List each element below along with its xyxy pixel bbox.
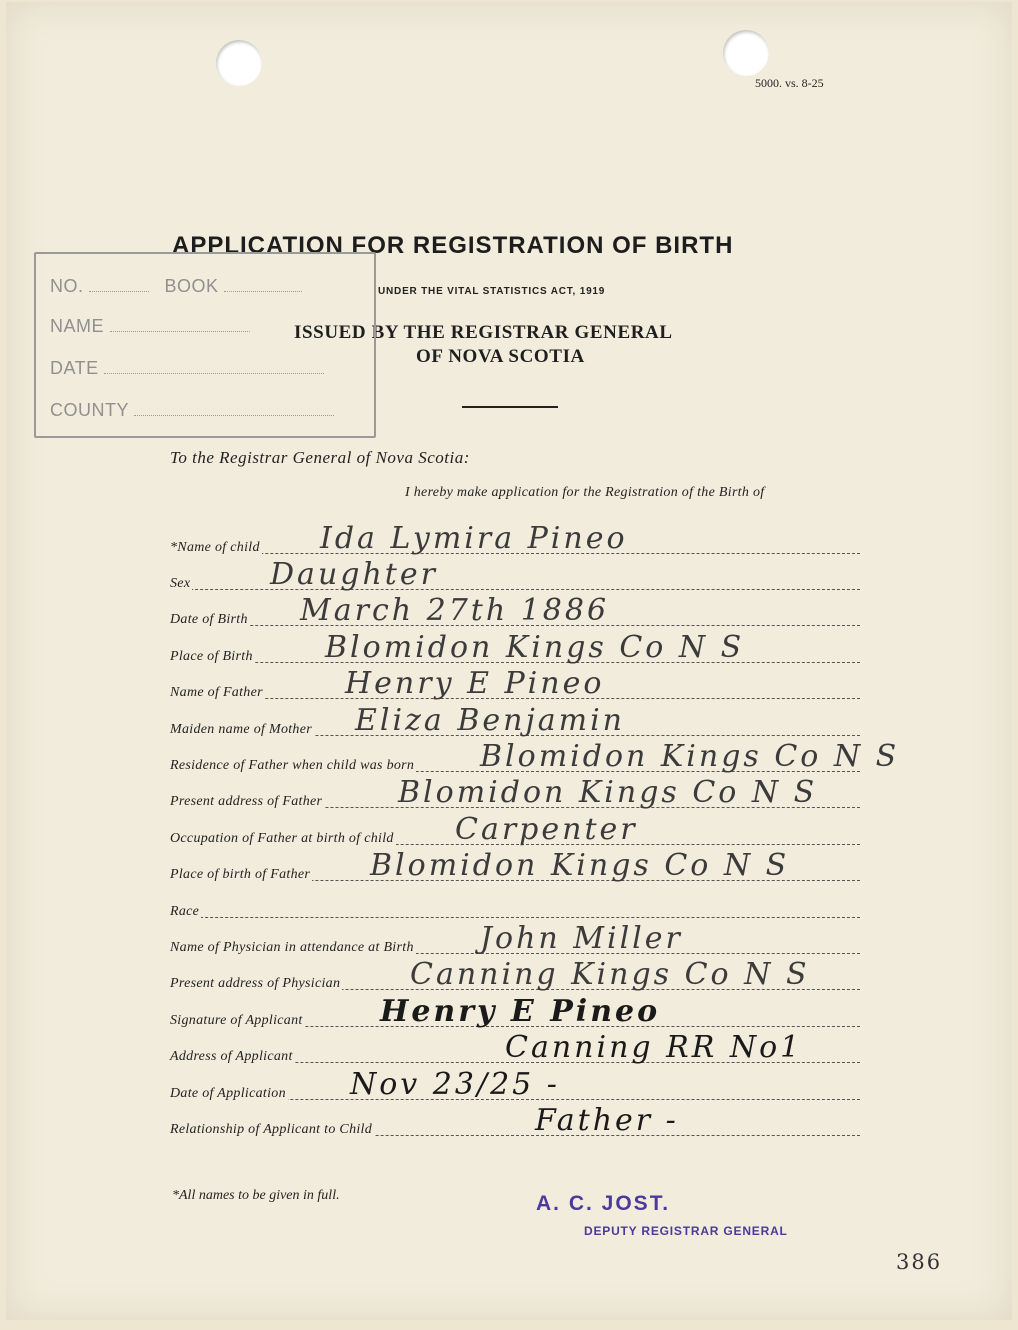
title-rule (462, 406, 558, 408)
field-occupation-of-father (170, 812, 860, 849)
field-value: Father - (535, 1103, 679, 1138)
field-physician-name (170, 921, 860, 958)
field-value: Ida Lymira Pineo (320, 521, 628, 556)
field-value: Henry E Pineo (380, 994, 661, 1029)
form-number: 5000. vs. 8-25 (755, 76, 824, 90)
registrar-stamp-name: A. C. JOST. (536, 1192, 671, 1215)
punch-hole-left (216, 40, 262, 86)
field-maiden-name-of-mother (170, 703, 860, 740)
field-value: Eliza Benjamin (355, 703, 625, 738)
field-label: Place of Birth (170, 649, 253, 664)
field-label: Signature of Applicant (170, 1013, 303, 1028)
field-value: Blomidon Kings Co N S (480, 739, 900, 774)
field-value: John Miller (480, 921, 683, 956)
field-date-of-birth (170, 593, 860, 630)
field-label: Residence of Father when child was born (170, 758, 415, 773)
field-address-of-applicant (170, 1030, 860, 1067)
issuer-line-1: ISSUED BY THE REGISTRAR GENERAL (294, 322, 673, 343)
field-value: Blomidon Kings Co N S (370, 848, 790, 883)
field-label: Name of Father (170, 685, 263, 700)
punch-hole-right (723, 30, 769, 76)
field-label: Date of Application (170, 1086, 286, 1101)
field-value: March 27th 1886 (300, 593, 610, 628)
footnote: *All names to be given in full. (172, 1188, 340, 1203)
field-place-of-birth-of-father (170, 848, 860, 885)
field-value: Canning RR No1 (505, 1030, 803, 1065)
field-signature-of-applicant (170, 994, 860, 1031)
field-relationship-to-child (170, 1103, 860, 1140)
form-title: APPLICATION FOR REGISTRATION OF BIRTH (172, 232, 734, 259)
salutation: To the Registrar General of Nova Scotia: (170, 448, 470, 467)
field-value: Carpenter (455, 812, 638, 847)
stamp-no-label: NO. (50, 276, 84, 296)
field-label: Relationship of Applicant to Child (170, 1122, 373, 1137)
field-sex (170, 557, 860, 594)
field-residence-of-father (170, 739, 900, 776)
act-reference: UNDER THE VITAL STATISTICS ACT, 1919 (378, 286, 606, 297)
stamp-name-row (50, 316, 250, 337)
application-statement: I hereby make application for the Registration of the Birth of (405, 485, 765, 500)
stamp-county-row (50, 400, 334, 421)
field-name-of-father (170, 666, 860, 703)
field-label: Place of birth of Father (170, 867, 311, 882)
field-label: Address of Applicant (170, 1049, 293, 1064)
field-value: Henry E Pineo (345, 666, 605, 701)
field-value: Nov 23/25 - (350, 1067, 560, 1102)
stamp-name-label: NAME (50, 316, 105, 336)
field-label: Race (170, 904, 200, 919)
field-label: Maiden name of Mother (170, 722, 312, 737)
field-physician-address (170, 957, 860, 994)
field-value: Daughter (270, 557, 438, 592)
field-label: Present address of Physician (170, 976, 341, 991)
issuer-line-2: OF NOVA SCOTIA (416, 346, 585, 367)
field-label: Date of Birth (170, 612, 248, 627)
field-label: *Name of child (170, 540, 260, 555)
field-race (170, 898, 860, 922)
field-label: Name of Physician in attendance at Birth (170, 940, 414, 955)
field-name-of-child (170, 521, 860, 558)
field-value: Blomidon Kings Co N S (325, 630, 745, 665)
field-value: Blomidon Kings Co N S (398, 775, 818, 810)
field-label: Occupation of Father at birth of child (170, 831, 394, 846)
stamp-no-row (50, 276, 302, 297)
stamp-date-label: DATE (50, 358, 99, 378)
stamp-date-row (50, 358, 324, 379)
field-date-of-application (170, 1067, 860, 1104)
field-label: Present address of Father (170, 794, 323, 809)
field-present-address-of-father (170, 775, 860, 812)
field-value: Canning Kings Co N S (410, 957, 810, 992)
field-place-of-birth (170, 630, 860, 667)
stamp-book-label: BOOK (164, 276, 219, 296)
registry-stamp-box (34, 252, 376, 438)
stamp-county-label: COUNTY (50, 400, 129, 420)
field-label: Sex (170, 576, 191, 591)
page-number: 386 (896, 1250, 943, 1274)
registrar-stamp-title: DEPUTY REGISTRAR GENERAL (584, 1224, 788, 1238)
